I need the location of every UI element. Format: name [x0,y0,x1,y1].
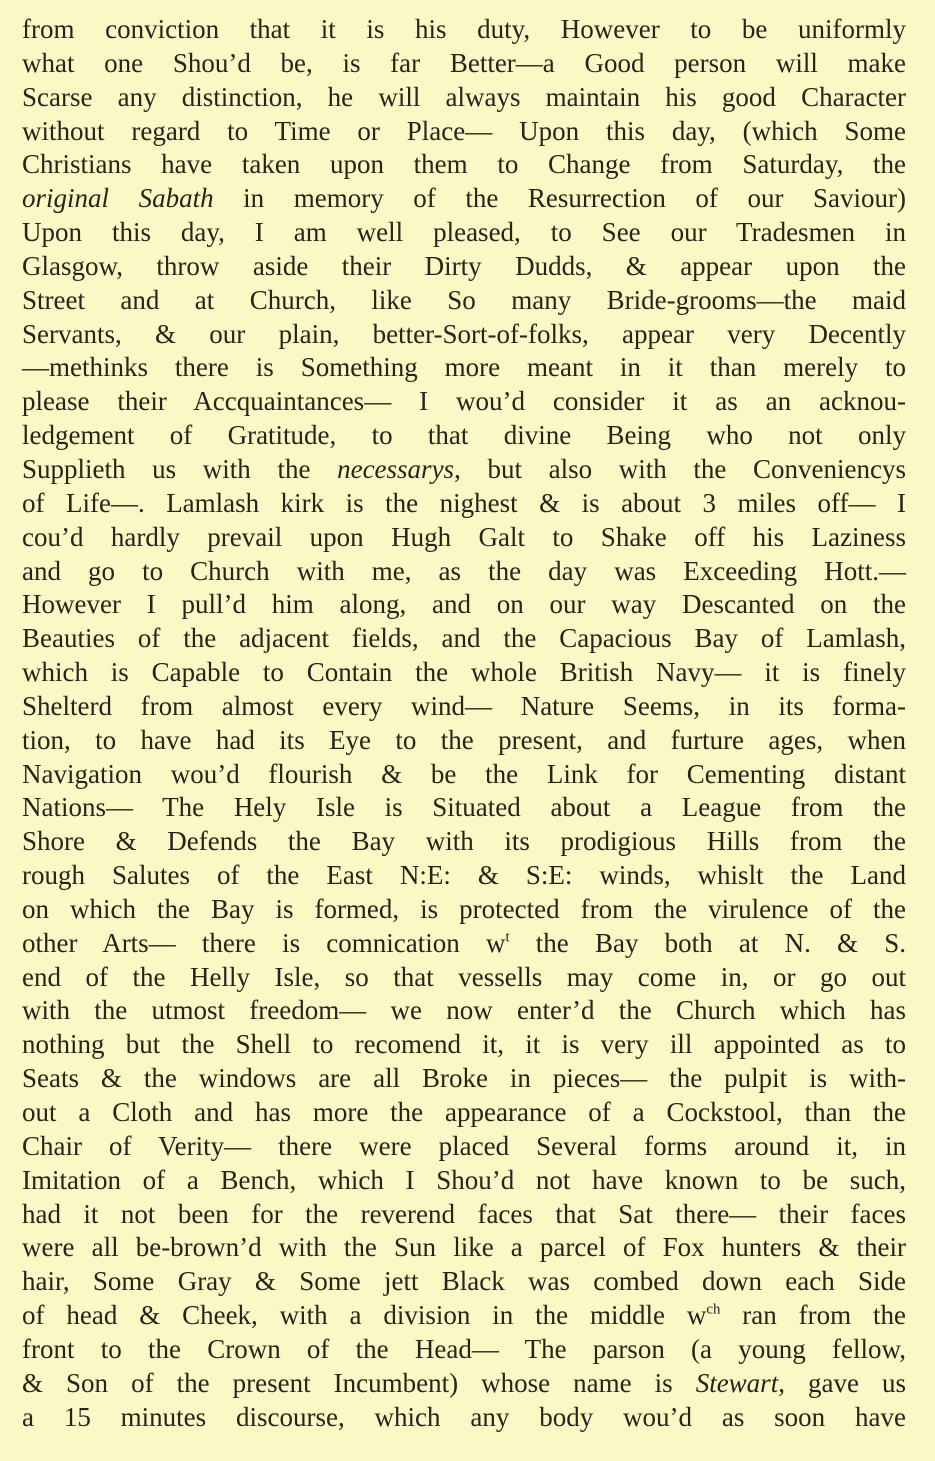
text-segment: cou’d hardly prevail upon Hugh Galt to Shake off his Laziness [22,521,906,552]
text-line [22,690,906,724]
text-segment: However I pull’d him along, and on our way Descanted on the [22,589,906,620]
text-segment: end of the Helly Isle, so that vessells may come in, or go out [22,961,906,992]
text-segment: , gave us [778,1367,906,1398]
text-segment: Shore & Defends the Bay with its prodigious Hills from the [22,826,906,857]
text-segment: what one Shou’d be, is far Better—a Good person will make [22,47,906,78]
text-segment: Imitation of a Bench, which I Shou’d not have known to be such, [22,1164,906,1195]
text-line [22,555,906,589]
text-line [22,622,906,656]
text-line [22,1198,906,1232]
text-segment: with the utmost freedom— we now enter’d the Church which has [22,995,906,1026]
text-segment: rough Salutes of the East N:E: & S:E: winds, whislt the Land [22,860,906,891]
text-line [22,487,906,521]
text-segment: Christians have taken upon them to Change from Saturday, the [22,149,906,180]
text-line [22,859,906,893]
text-segment: Upon this day, I am well pleased, to See our Tradesmen in [22,217,906,248]
text-line [22,758,906,792]
text-line [22,1367,906,1401]
text-line [22,250,906,284]
text-segment: out a Cloth and has more the appearance of a Cockstool, than the [22,1097,906,1127]
text-line [22,927,906,961]
text-line [22,318,906,352]
text-line [22,1130,906,1164]
text-segment: which is Capable to Contain the whole British Navy— it is finely [22,657,906,688]
text-line [22,284,906,318]
text-line [22,724,906,758]
text-segment: in memory of the Resurrection of our Saviour) [213,183,906,214]
italic-text: Stewart [695,1367,779,1398]
text-line [22,961,906,995]
text-segment: Glasgow, throw aside their Dirty Dudds, & appear upon the [22,250,906,281]
text-segment: Scarse any distinction, he will always maintain his good Character [22,81,906,112]
text-line [22,47,906,81]
text-segment: Chair of Verity— there were placed Several forms around it, in [22,1130,906,1161]
text-segment: Beauties of the adjacent fields, and the Capacious Bay of Lamlash, [22,623,906,654]
text-line [22,81,906,115]
text-line [22,453,906,487]
text-segment: Servants, & our plain, better-Sort-of-folks, appear very Decently [22,318,906,349]
text-segment: without regard to Time or Place— Upon this day, (which Some [22,115,906,146]
text-segment: & Son of the present Incumbent) whose name is [22,1367,696,1398]
text-line [22,385,906,419]
text-segment: Supplieth us with the [22,453,338,484]
text-line [22,588,906,622]
text-line [22,656,906,690]
text-segment: hair, Some Gray & Some jett Black was combed down each Side [22,1266,906,1297]
text-segment: —methinks there is Something more meant in it than merely to [22,352,906,383]
text-line [22,351,906,385]
text-line [22,791,906,825]
text-line [22,148,906,182]
text-line [22,521,906,555]
text-segment: ledgement of Gratitude, to that divine Being who not only [22,420,906,451]
text-line [22,1096,906,1130]
text-segment: Street and at Church, like So many Bride-grooms—the maid [22,284,906,315]
text-segment: were all be-brown’d with the Sun like a parcel of Fox hunters & their [22,1232,906,1263]
text-segment: on which the Bay is formed, is protected from the virulence of the [22,893,906,924]
text-line [22,1299,906,1333]
text-segment: tion, to have had its Eye to the present, and furture ages, when [22,724,906,755]
text-segment: the Bay both at N. & S. [509,927,906,958]
text-line [22,419,906,453]
text-segment: a 15 minutes discourse, which any body wou’d as soon have [22,1401,906,1432]
text-segment: Seats & the windows are all Broke in pieces— the pulpit is with- [22,1063,906,1094]
superscript-text: t [505,929,510,946]
italic-text: original Sabath [22,183,214,214]
text-segment: other Arts— there is comnication w [22,927,506,958]
text-segment: from conviction that it is his duty, However to be uniformly [22,14,906,44]
text-line [22,182,906,216]
text-line [22,893,906,927]
text-segment: of head & Cheek, with a division in the middle w [22,1300,707,1331]
text-segment: please their Accquaintances— I wou’d consider it as an acknou- [22,386,906,417]
text-segment: had it not been for the reverend faces that Sat there— their faces [22,1198,906,1229]
text-line [22,1265,906,1299]
text-segment: nothing but the Shell to recomend it, it is very ill appointed as to [22,1029,906,1060]
text-line [22,994,906,1028]
text-line [22,115,906,149]
text-line [22,1062,906,1096]
text-segment: Shelterd from almost every wind— Nature Seems, in its forma- [22,690,906,721]
text-line [22,1401,906,1435]
text-line [22,1028,906,1062]
text-segment: ran from the [720,1300,906,1331]
document-page [22,13,906,1434]
text-line [22,1164,906,1198]
text-segment: Navigation wou’d flourish & be the Link for Cementing distant [22,758,906,789]
text-segment: Nations— The Hely Isle is Situated about a League from the [22,792,906,823]
text-segment: front to the Crown of the Head— The parson (a young fellow, [22,1333,906,1364]
text-line [22,1231,906,1265]
text-segment: of Life—. Lamlash kirk is the nighest & is about 3 miles off— I [22,487,906,518]
text-line [22,13,906,47]
text-line [22,825,906,859]
text-segment: , but also with the Conveniencys [454,453,907,484]
superscript-text: ch [706,1301,721,1318]
text-line [22,216,906,250]
text-segment: and go to Church with me, as the day was Exceeding Hott.— [22,555,906,586]
italic-text: necessarys [337,453,455,484]
text-line [22,1333,906,1367]
